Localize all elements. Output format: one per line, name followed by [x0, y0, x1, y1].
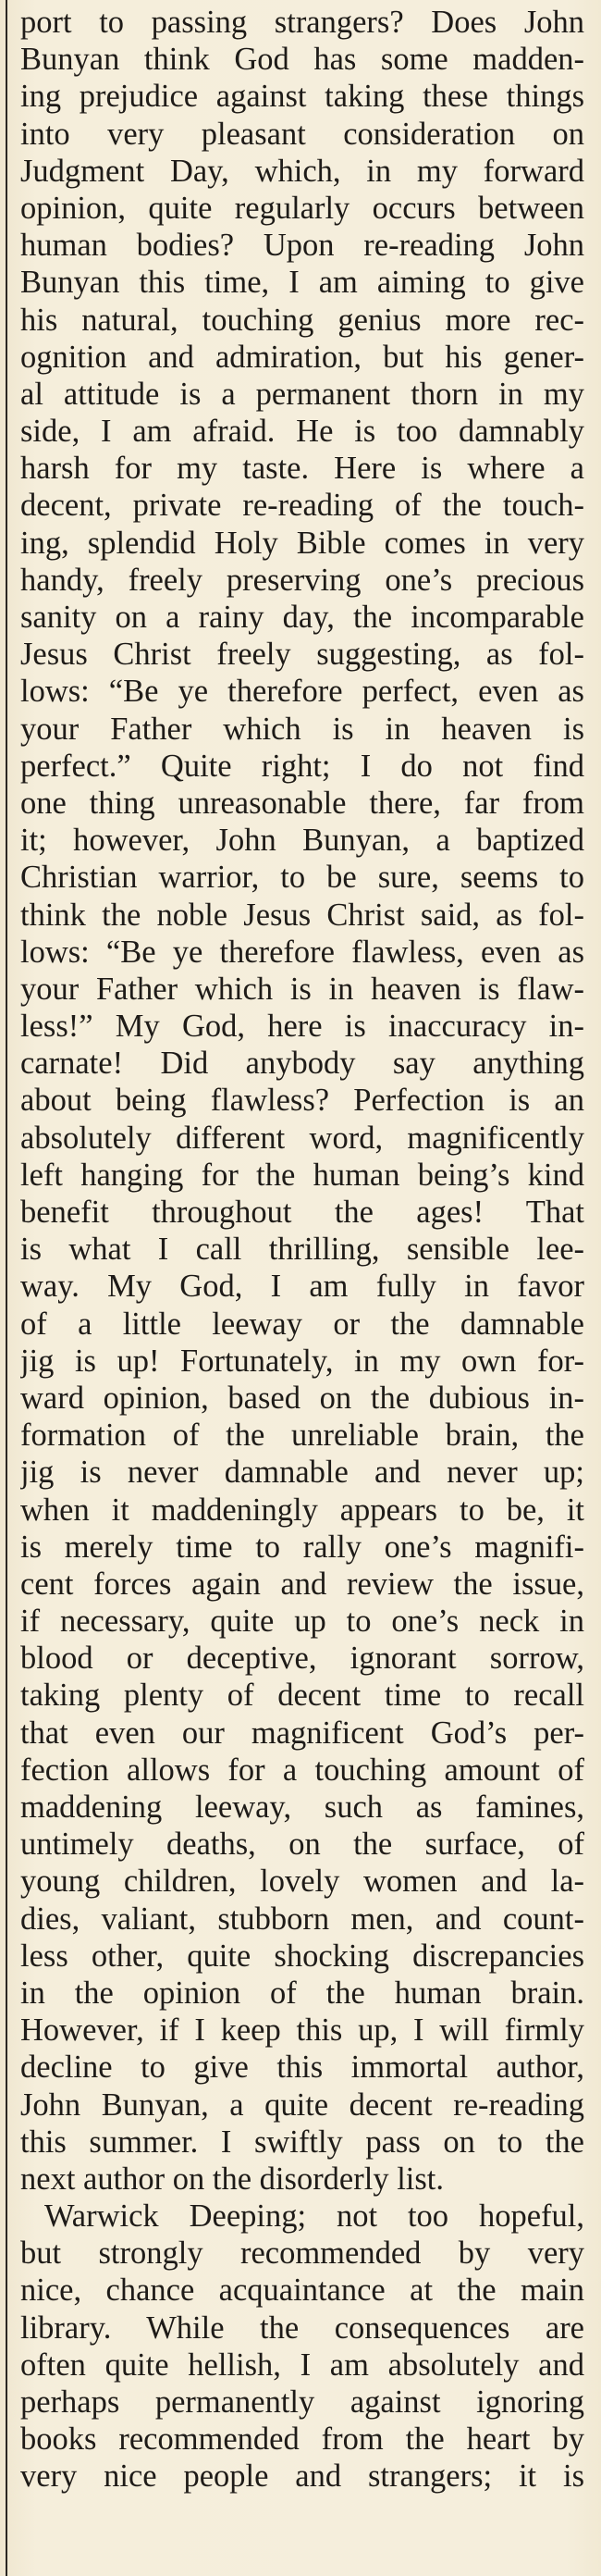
text-line: less other, quite shocking discrepancies [20, 1938, 584, 1974]
text-line: ing prejudice against taking these things [20, 79, 584, 115]
text-line: your Father which is in heaven is flaw- [20, 971, 584, 1007]
paragraph [20, 4, 584, 2198]
text-line: is what I call thrilling, sensible lee- [20, 1232, 584, 1268]
text-line: port to passing strangers? Does John [20, 5, 584, 40]
text-line: but strongly recommended by very [20, 2235, 584, 2272]
text-line: Bunyan think God has some madden- [20, 42, 584, 78]
text-line: way. My God, I am fully in favor [20, 1269, 584, 1305]
text-line: next author on the disorderly list. [20, 2161, 445, 2197]
text-line: often quite hellish, I am absolutely and [20, 2347, 584, 2383]
text-line: taking plenty of decent time to recall [20, 1678, 584, 1714]
column-rule [6, 0, 7, 2576]
text-line: Warwick Deeping; not too hopeful, [44, 2198, 584, 2235]
text-line: human bodies? Upon re-reading John [20, 228, 584, 264]
text-line: ognition and admiration, but his gener- [20, 339, 584, 375]
text-line: al attitude is a permanent thorn in my [20, 376, 584, 412]
text-line: less!” My God, here is inaccuracy in- [20, 1009, 584, 1045]
text-line: his natural, touching genius more rec- [20, 302, 584, 338]
text-line: young children, lovely women and la- [20, 1864, 584, 1900]
text-line: John Bunyan, a quite decent re-reading [20, 2087, 584, 2123]
text-line: books recommended from the heart by [20, 2421, 584, 2458]
text-line: your Father which is in heaven is [20, 711, 584, 747]
text-line: opinion, quite regularly occurs between [20, 190, 584, 226]
text-line: very nice people and strangers; it is [20, 2458, 584, 2495]
text-line: it; however, John Bunyan, a baptized [20, 823, 584, 859]
text-line: side, I am afraid. He is too damnably [20, 414, 584, 450]
text-line: when it maddeningly appears to be, it [20, 1492, 584, 1528]
text-line: absolutely different word, magnificently [20, 1120, 584, 1156]
text-line: jig is never damnable and never up; [20, 1455, 584, 1491]
text-line: Judgment Day, which, in my forward [20, 153, 584, 189]
text-line: this summer. I swiftly pass on to the [20, 2124, 584, 2160]
text-line: carnate! Did anybody say anything [20, 1046, 584, 1082]
text-line: sanity on a rainy day, the incomparable [20, 600, 584, 635]
text-line: about being flawless? Perfection is an [20, 1083, 584, 1119]
text-line: Bunyan this time, I am aiming to give [20, 265, 584, 301]
text-line: of a little leeway or the damnable [20, 1306, 584, 1342]
text-line: However, if I keep this up, I will firmly [20, 2012, 584, 2049]
text-line: perfect.” Quite right; I do not find [20, 748, 584, 784]
text-line: cent forces again and review the issue, [20, 1566, 584, 1602]
text-line: formation of the unreliable brain, the [20, 1418, 584, 1454]
text-line: lows: “Be ye therefore flawless, even as [20, 934, 584, 970]
text-line: ing, splendid Holy Bible comes in very [20, 525, 584, 561]
text-line: Jesus Christ freely suggesting, as fol- [20, 637, 584, 673]
text-line: if necessary, quite up to one’s neck in [20, 1604, 584, 1640]
text-line: into very pleasant consideration on [20, 116, 584, 152]
text-line: ward opinion, based on the dubious in- [20, 1380, 584, 1416]
text-line: in the opinion of the human brain. [20, 1975, 584, 2011]
text-line: dies, valiant, stubborn men, and count- [20, 1901, 584, 1937]
text-line: harsh for my taste. Here is where a [20, 451, 584, 487]
text-line: library. While the consequences are [20, 2310, 584, 2346]
text-line: fection allows for a touching amount of [20, 1752, 584, 1788]
text-line: nice, chance acquaintance at the main [20, 2273, 584, 2309]
text-line: lows: “Be ye therefore perfect, even as [20, 674, 584, 710]
text-line: left hanging for the human being’s kind [20, 1157, 584, 1193]
text-line: handy, freely preserving one’s precious [20, 562, 584, 598]
text-line: one thing unreasonable there, far from [20, 785, 584, 821]
text-line: is merely time to rally one’s magnifi- [20, 1529, 584, 1565]
text-line: decent, private re-reading of the touch- [20, 488, 584, 524]
text-line: perhaps permanently against ignoring [20, 2384, 584, 2420]
text-line: decline to give this immortal author, [20, 2050, 584, 2086]
paragraph [20, 2198, 584, 2496]
text-line: Christian warrior, to be sure, seems to [20, 860, 584, 896]
text-line: untimely deaths, on the surface, of [20, 1827, 584, 1863]
text-line: think the noble Jesus Christ said, as fol- [20, 897, 584, 933]
text-line: jig is up! Fortunately, in my own for- [20, 1343, 584, 1379]
text-line: benefit throughout the ages! That [20, 1195, 584, 1230]
text-column [20, 4, 584, 2496]
text-line: blood or deceptive, ignorant sorrow, [20, 1641, 584, 1677]
text-line: that even our magnificent God’s per- [20, 1715, 584, 1751]
text-line: maddening leeway, such as famines, [20, 1790, 584, 1825]
